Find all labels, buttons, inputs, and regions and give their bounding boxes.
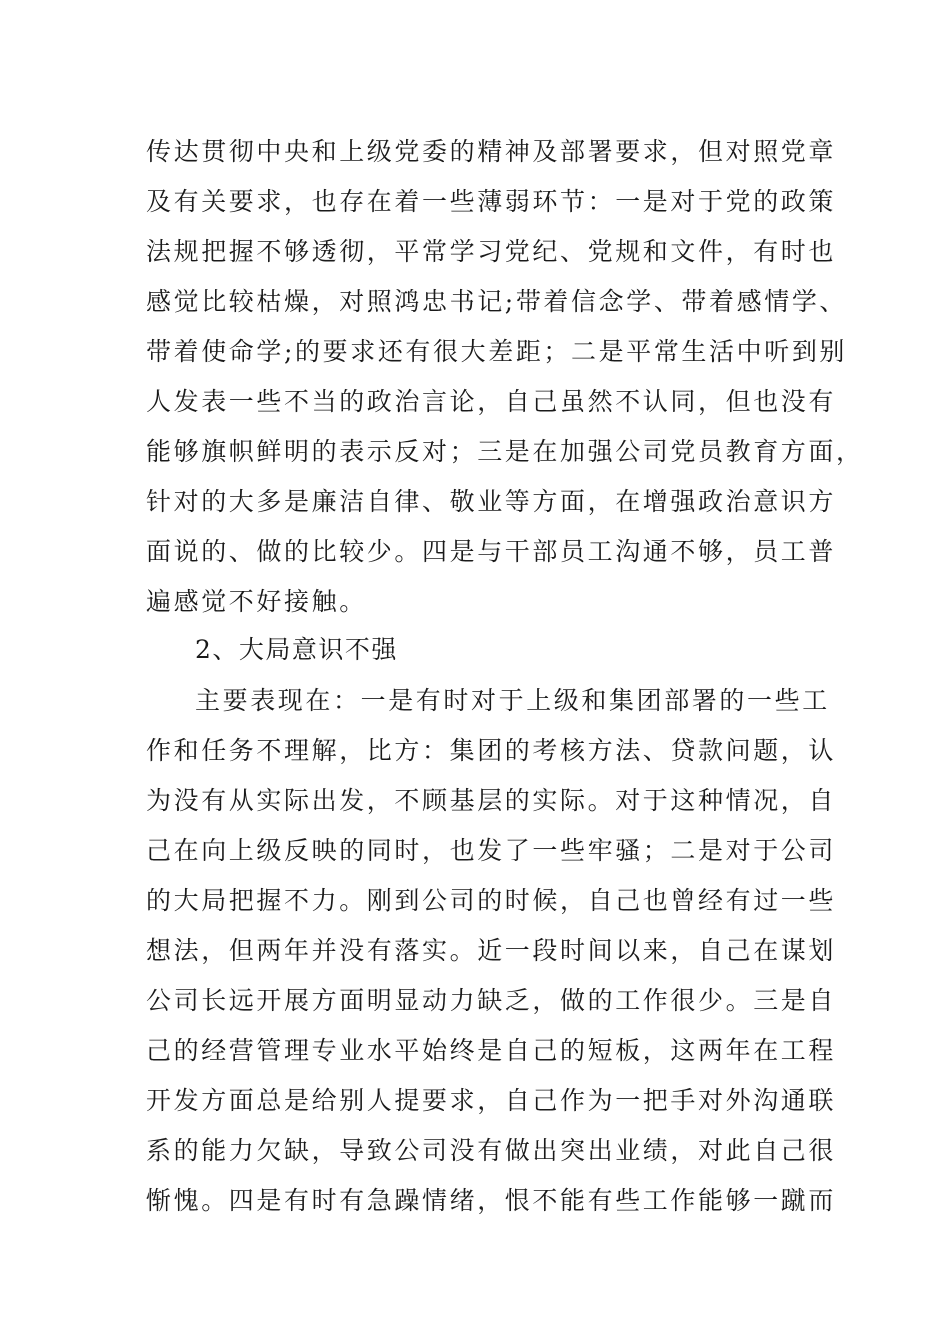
section-heading: 2、大局意识不强 (195, 635, 398, 664)
paragraph-line: 公司长远开展方面明显动力缺乏，做的工作很少。三是自 (146, 986, 837, 1015)
paragraph-line: 及有关要求，也存在着一些薄弱环节：一是对于党的政策 (146, 187, 837, 216)
paragraph-line: 己的经营管理专业水平始终是自己的短板，这两年在工程 (146, 1036, 837, 1065)
paragraph-line: 开发方面总是给别人提要求，自己作为一把手对外沟通联 (146, 1086, 837, 1115)
paragraph-line: 己在向上级反映的同时，也发了一些牢骚；二是对于公司 (146, 836, 837, 865)
paragraph-line: 能够旗帜鲜明的表示反对；三是在加强公司党员教育方面， (146, 437, 864, 466)
paragraph-line: 作和任务不理解，比方：集团的考核方法、贷款问题，认 (146, 736, 837, 765)
paragraph-line: 针对的大多是廉洁自律、敬业等方面，在增强政治意识方 (146, 487, 837, 516)
paragraph-line: 的大局把握不力。刚到公司的时候，自己也曾经有过一些 (146, 886, 837, 915)
paragraph-line: 面说的、做的比较少。四是与干部员工沟通不够，员工普 (146, 537, 837, 566)
paragraph-line: 想法，但两年并没有落实。近一段时间以来，自己在谋划 (146, 936, 837, 965)
paragraph-line: 传达贯彻中央和上级党委的精神及部署要求，但对照党章 (146, 137, 837, 166)
paragraph-line: 人发表一些不当的政治言论，自己虽然不认同，但也没有 (146, 387, 837, 416)
paragraph-line: 带着使命学;的要求还有很大差距；二是平常生活中听到别 (146, 337, 848, 366)
paragraph-line: 感觉比较枯燥，对照鸿忠书记;带着信念学、带着感情学、 (146, 287, 848, 316)
paragraph-line: 系的能力欠缺，导致公司没有做出突出业绩，对此自己很 (146, 1136, 837, 1165)
paragraph-line: 惭愧。四是有时有急躁情绪，恨不能有些工作能够一蹴而 (146, 1186, 837, 1215)
paragraph-line: 法规把握不够透彻，平常学习党纪、党规和文件，有时也 (146, 237, 837, 266)
paragraph-line: 主要表现在：一是有时对于上级和集团部署的一些工 (195, 686, 830, 715)
paragraph-line: 遍感觉不好接触。 (146, 587, 367, 616)
paragraph-line: 为没有从实际出发，不顾基层的实际。对于这种情况，自 (146, 786, 837, 815)
